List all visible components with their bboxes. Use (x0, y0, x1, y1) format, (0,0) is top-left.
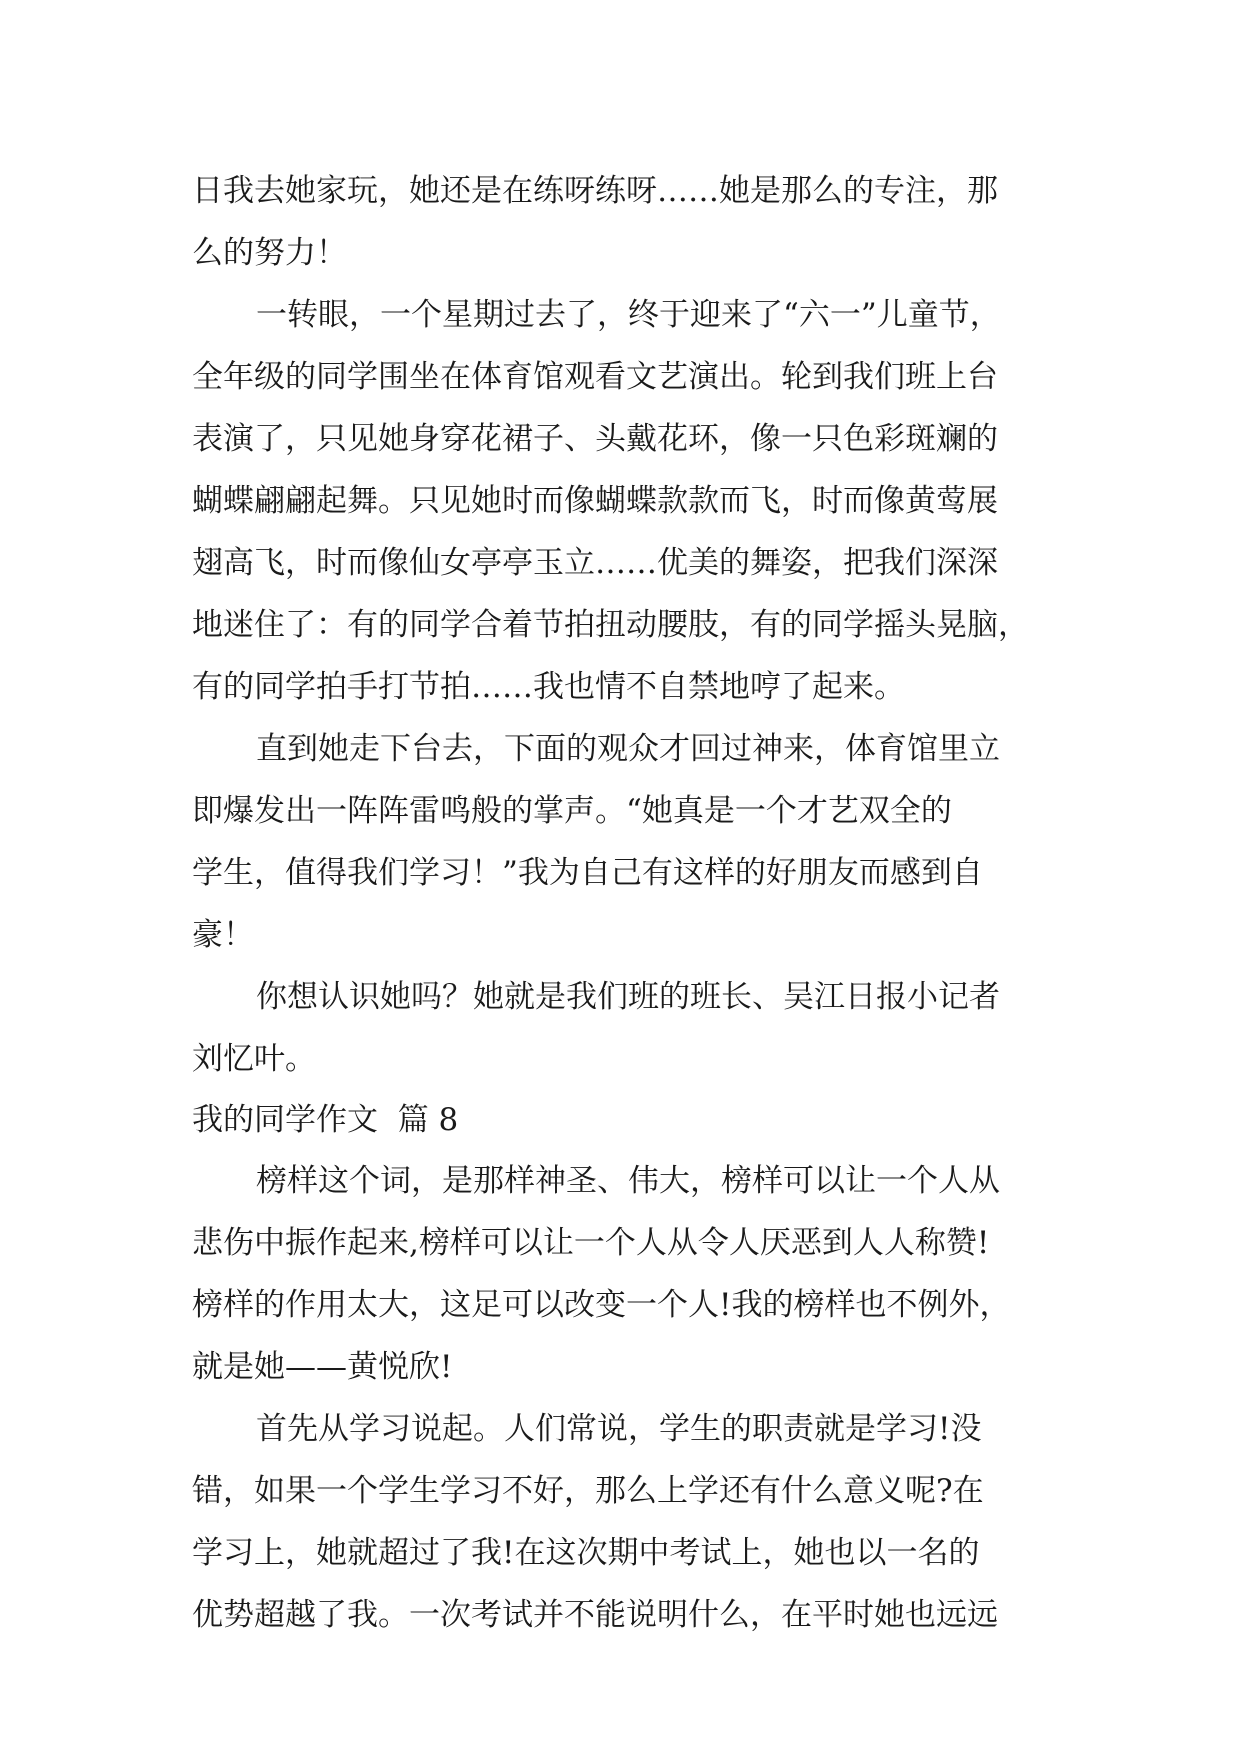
text-line: 表演了，只见她身穿花裙子、头戴花环，像一只色彩斑斓的 (192, 421, 998, 457)
text-line: 榜样这个词，是那样神圣、伟大，榜样可以让一个人从 (256, 1163, 1000, 1199)
text-line: 日我去她家玩，她还是在练呀练呀……她是那么的专注，那 (192, 173, 998, 209)
text-line: 就是她——黄悦欣! (192, 1349, 453, 1385)
text-line: 豪！ (192, 917, 254, 953)
text-line: 学生，值得我们学习！”我为自己有这样的好朋友而感到自 (192, 855, 983, 891)
text-line: 榜样的作用太大，这足可以改变一个人!我的榜样也不例外， (192, 1287, 1011, 1323)
text-line: 翅高飞，时而像仙女亭亭玉立……优美的舞姿，把我们深深 (192, 545, 998, 581)
text-line: 直到她走下台去，下面的观众才回过神来，体育馆里立 (256, 731, 1000, 767)
text-line: 么的努力！ (192, 235, 347, 271)
text-line: 刘忆叶。 (192, 1041, 316, 1077)
text-line: 学习上，她就超过了我!在这次期中考试上，她也以一名的 (192, 1535, 980, 1571)
text-line: 错，如果一个学生学习不好，那么上学还有什么意义呢?在 (192, 1473, 984, 1509)
text-line: 即爆发出一阵阵雷鸣般的掌声。“她真是一个才艺双全的 (192, 793, 952, 829)
text-line: 蝴蝶翩翩起舞。只见她时而像蝴蝶款款而飞，时而像黄莺展 (192, 483, 998, 519)
text-line: 一转眼，一个星期过去了，终于迎来了“六一”儿童节， (256, 297, 1001, 333)
text-line: 你想认识她吗？她就是我们班的班长、吴江日报小记者 (256, 979, 1000, 1015)
text-line: 首先从学习说起。人们常说，学生的职责就是学习!没 (256, 1411, 982, 1447)
text-line: 有的同学拍手打节拍……我也情不自禁地哼了起来。 (192, 669, 905, 705)
document-body (192, 160, 1052, 1646)
text-line: 优势超越了我。一次考试并不能说明什么，在平时她也远远 (192, 1597, 998, 1633)
text-line: 地迷住了：有的同学合着节拍扭动腰肢，有的同学摇头晃脑， (192, 607, 1029, 643)
section-heading: 我的同学作文 篇 8 (192, 1102, 459, 1138)
text-line: 悲伤中振作起来,榜样可以让一个人从令人厌恶到人人称赞! (192, 1225, 990, 1261)
text-line: 全年级的同学围坐在体育馆观看文艺演出。轮到我们班上台 (192, 359, 998, 395)
